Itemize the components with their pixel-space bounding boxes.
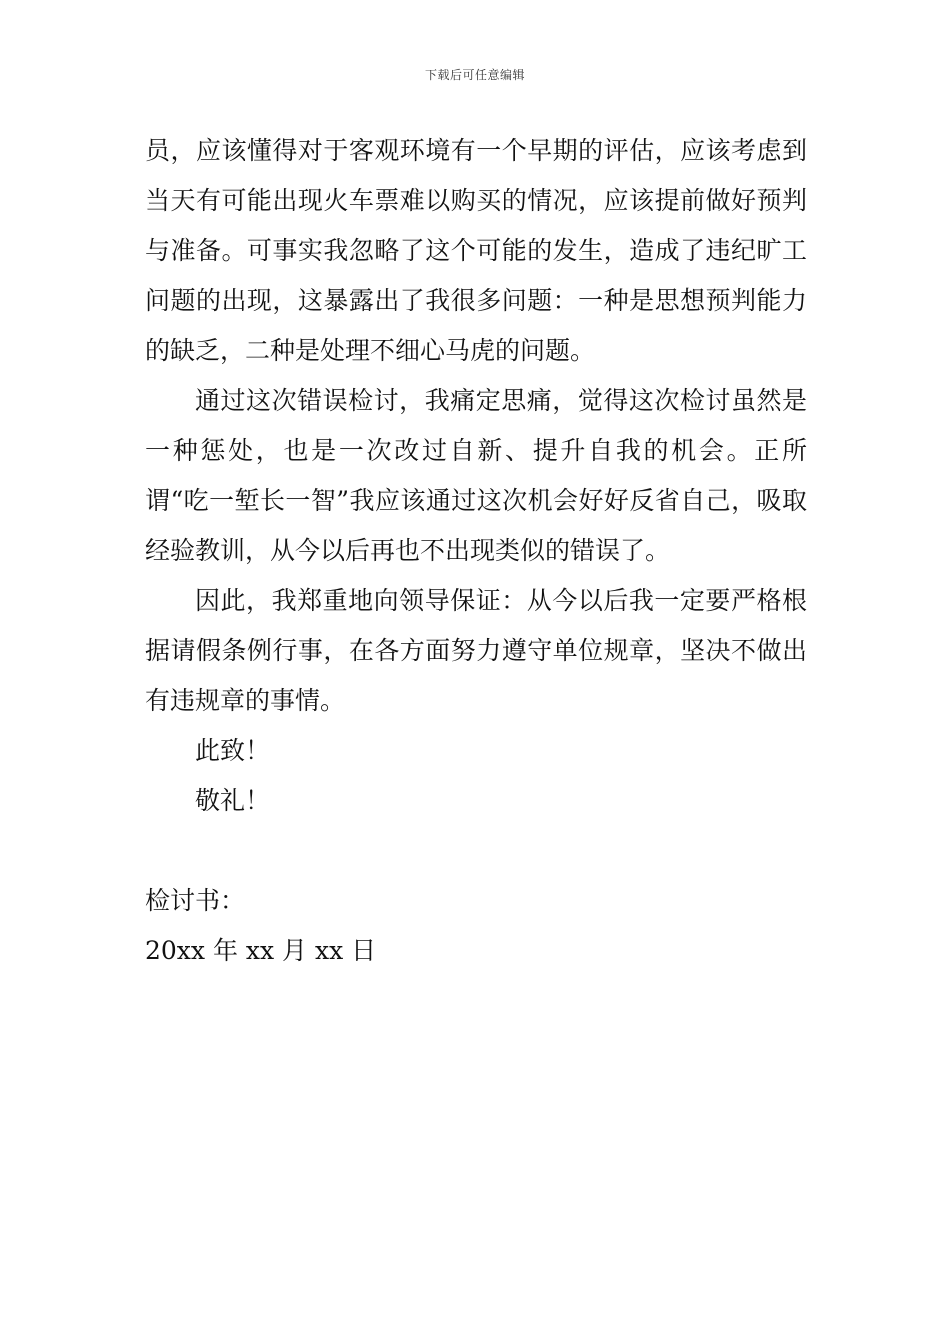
- document-body: [145, 126, 807, 976]
- signature-label: 检讨书：: [145, 886, 246, 915]
- paragraph-continued: 员，应该懂得对于客观环境有一个早期的评估，应该考虑到当天有可能出现火车票难以购买的情况，应该提前做好预判与准备。可事实我忽略了这个可能的发生，造成了违纪旷工问题的出现，这暴露出了我很多问题：一种是思想预判能力的缺乏，二种是处理不细心马虎的问题。: [145, 136, 807, 365]
- signature-date: 20xx 年 xx 月 xx 日: [145, 936, 377, 965]
- header-note: 下载后可任意编辑: [424, 68, 525, 82]
- paragraph-pledge: 因此，我郑重地向领导保证：从今以后我一定要严格根据请假条例行事，在各方面努力遵守单位规章，坚决不做出有违规章的事情。: [145, 586, 807, 715]
- closing-regards: 敬礼！: [195, 786, 271, 815]
- spacer: [145, 826, 807, 876]
- closing-salutation: 此致！: [195, 736, 271, 765]
- paragraph-reflection: 通过这次错误检讨，我痛定思痛，觉得这次检讨虽然是一种惩处，也是一次改过自新、提升自我的机会。正所谓“吃一堑长一智”我应该通过这次机会好好反省自己，吸取经验教训，从今以后再也不出现类似的错误了。: [145, 386, 807, 565]
